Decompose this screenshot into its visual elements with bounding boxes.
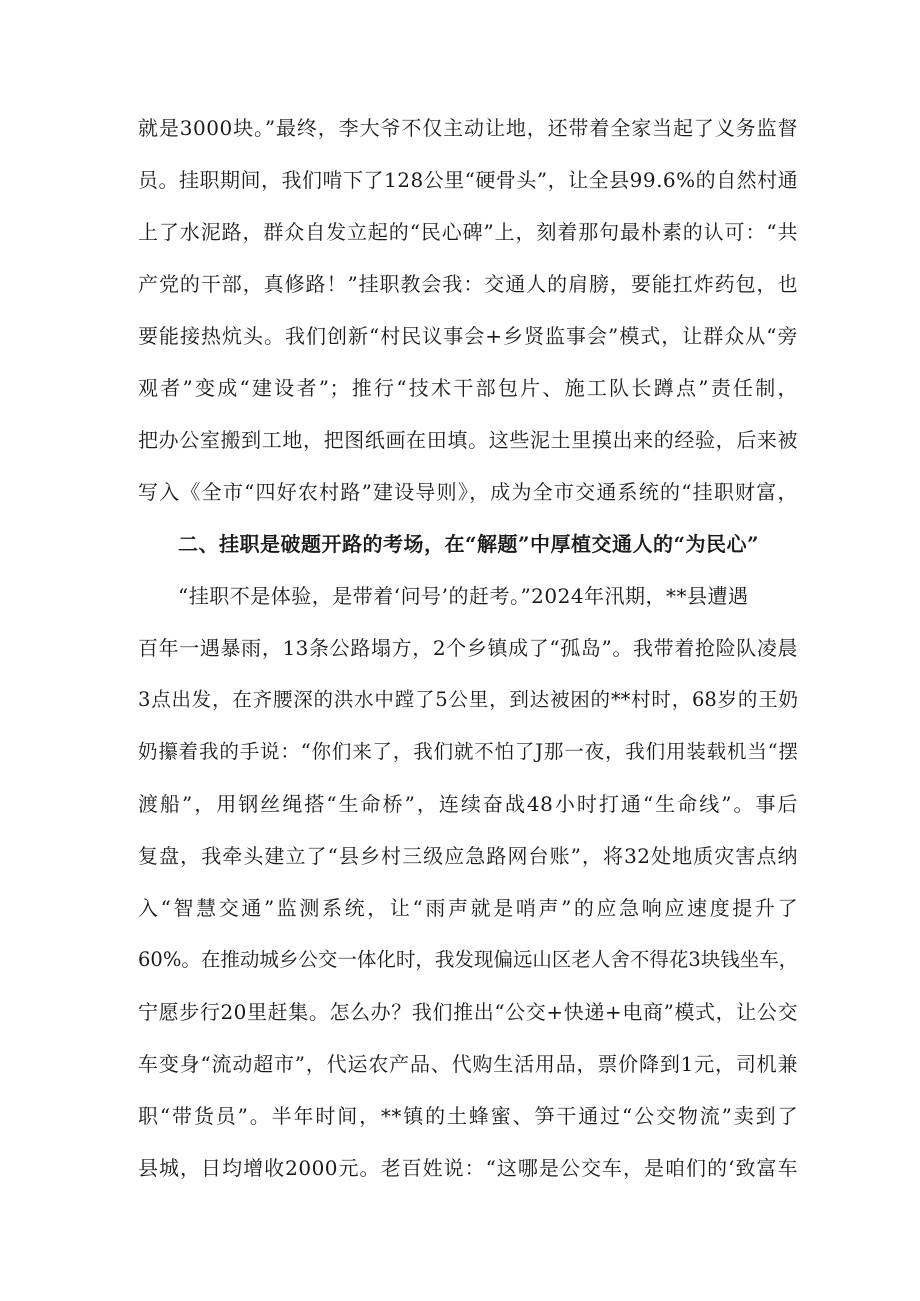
text-line: 就是3000块。”最终，李大爷不仅主动让地，还带着全家当起了义务监督 <box>138 116 798 140</box>
text-line: 入“智慧交通”监测系统，让“雨声就是哨声”的应急响应速度提升了 <box>138 896 798 920</box>
text-line: 职“带货员”。半年时间，**镇的土蜂蜜、笋干通过“公交物流”卖到了 <box>138 1104 798 1128</box>
text-line: 写入《全市“四好农村路”建设导则》，成为全市交通系统的“挂职财富， <box>138 480 798 504</box>
text-line: 3点出发，在齐腰深的洪水中蹚了5公里，到达被困的**村时，68岁的王奶 <box>138 688 798 711</box>
text-line: 车变身“流动超市”，代运农产品、代购生活用品，票价降到1元，司机兼 <box>138 1052 798 1076</box>
text-line: 产党的干部，真修路！”挂职教会我：交通人的肩膀，要能扛炸药包，也 <box>138 272 798 296</box>
text-line: 员。挂职期间，我们啃下了128公里“硬骨头”，让全县99.6%的自然村通 <box>138 168 798 192</box>
text-line: 奶攥着我的手说：“你们来了，我们就不怕了J那一夜，我们用装载机当“摆 <box>138 740 798 763</box>
text-line: “挂职不是体验，是带着‘问号’的赶考。”2024年汛期，**县遭遇 <box>178 584 749 608</box>
text-line: 把办公室搬到工地，把图纸画在田填。这些泥土里摸出来的经验，后来被 <box>138 428 798 452</box>
text-line: 宁愿步行20里赶集。怎么办？我们推出“公交+快递+电商”模式，让公交 <box>138 1000 798 1024</box>
text-line: 县城，日均增收2000元。老百姓说：“这哪是公交车，是咱们的‘致富车 <box>138 1156 798 1180</box>
text-line: 上了水泥路，群众自发立起的“民心碑”上，刻着那句最朴素的认可：“共 <box>138 220 798 244</box>
text-line: 观者”变成“建设者”；推行“技术干部包片、施工队长蹲点”责任制， <box>138 376 798 400</box>
text-line: 60%。在推动城乡公交一体化时，我发现偏远山区老人舍不得花3块钱坐车， <box>138 948 798 971</box>
text-line: 复盘，我牵头建立了“县乡村三级应急路网台账”，将32处地质灾害点纳 <box>138 844 798 868</box>
text-line: 渡船”，用钢丝绳搭“生命桥”，连续奋战48小时打通“生命线”。事后 <box>138 792 798 816</box>
text-line: 百年一遇暴雨，13条公路塌方，2个乡镇成了“孤岛”。我带着抢险队凌晨 <box>138 636 798 660</box>
section-heading: 二、挂职是破题开路的考场，在“解题”中厚植交通人的“为民心” <box>178 532 760 556</box>
text-line: 要能接热炕头。我们创新“村民议事会+乡贤监事会”模式，让群众从“旁 <box>138 324 798 348</box>
